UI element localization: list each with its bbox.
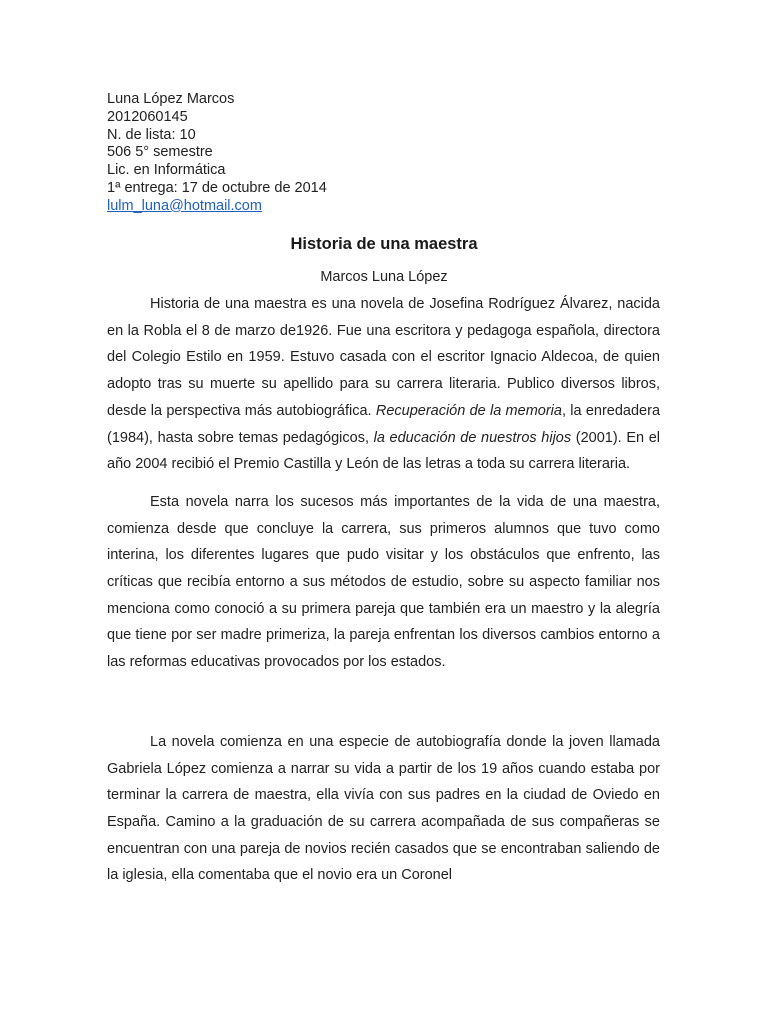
paragraph-1-italic-title-2: la educación de nuestros hijos: [373, 429, 572, 446]
email-link[interactable]: lulm_luna@hotmail.com: [107, 197, 262, 214]
document-title: Historia de una maestra: [290, 235, 478, 253]
student-header: [107, 91, 327, 216]
group-semester: 506 5° semestre: [107, 144, 213, 161]
student-name: Luna López Marcos: [107, 91, 235, 107]
delivery-date: 1ª entrega: 17 de octubre de 2014: [107, 179, 327, 196]
paragraph-1: [107, 291, 660, 478]
list-number: N. de lista: 10: [107, 126, 196, 143]
paragraph-3: La novela comienza en una especie de autobiografía donde la joven llamada Gabriela López comienza a narrar su vida a partir de los 19 años cuando estaba por terminar la carrera de maestra, ella vivía con sus padres en la ciudad de Oviedo en España. Camino a la graduación de su carrera acompañada de sus compañeras se encuentran con una pareja de novios recién casados que se encontraban saliendo de la iglesia, ella comentaba que el novio era un Coronel: [107, 733, 660, 884]
program: Lic. en Informática: [107, 162, 226, 179]
paragraph-1-italic-title-1: Recuperación de la memoria: [375, 402, 562, 419]
paragraph-1-text-e: (2001). En el año 2004 recibió el Premio Castilla y León de las letras a toda su carrera literaria.: [107, 429, 660, 473]
student-id: 2012060145: [107, 108, 188, 125]
paragraph-1-text-c: , la enredadera (1984), hasta sobre temas pedagógicos,: [107, 402, 661, 446]
paragraph-2: Esta novela narra los sucesos más importantes de la vida de una maestra, comienza desde que concluye la carrera, sus primeros alumnos que tuvo como interina, los diferentes lugares que pudo visitar y los obstáculos que enfrento, las críticas que recibía entorno a sus métodos de estudio, sobre su aspecto familiar nos menciona como conoció a su primera pareja que también era un maestro y la alegría que tiene por ser madre primeriza, la pareja enfrentan los diversos cambios entorno a las reformas educativas provocados por los estados.: [107, 493, 660, 671]
paragraph-1-text-a: Historia de una maestra es una novela de Josefina Rodríguez Álvarez, nacida en la Robla el 8 de marzo de1926. Fue una escritora y pedagoga española, directora del Colegio Estilo en 1959. Estuvo casada con el escritor Ignacio Aldecoa, de quien adopto tras su muerte su apellido para su carrera literaria. Publico diversos libros, desde la perspectiva más autobiográfica.: [107, 296, 660, 419]
document-author: Marcos Luna López: [320, 269, 448, 285]
document-body: [107, 291, 660, 889]
